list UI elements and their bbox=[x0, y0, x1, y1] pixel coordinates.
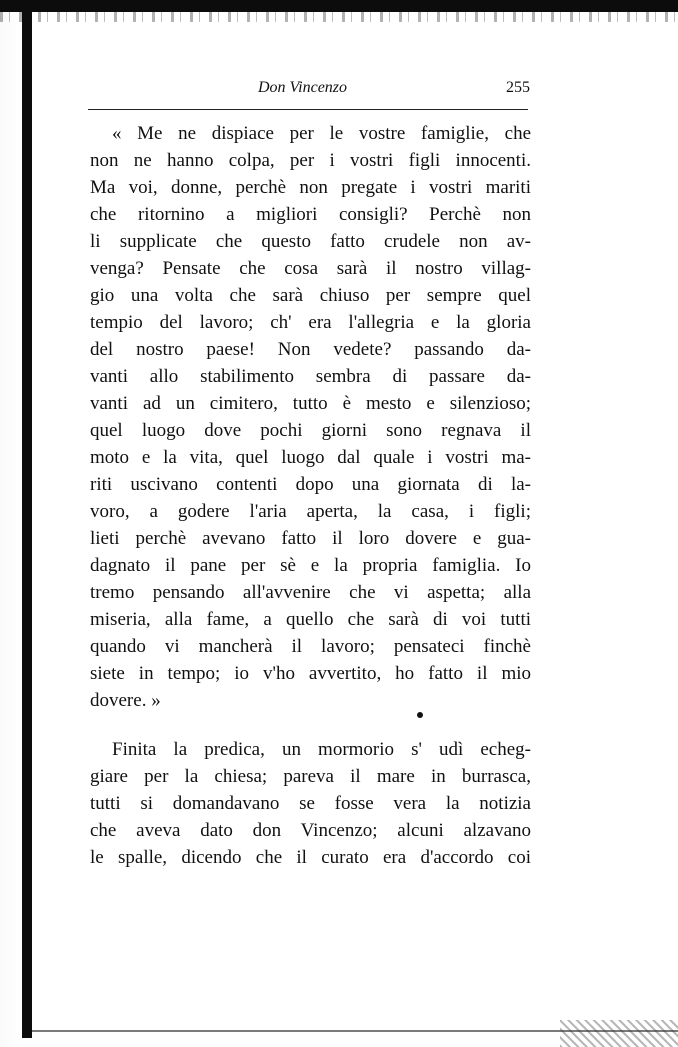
text-line: lieti perchè avevano fatto il loro dovere e gua- bbox=[90, 528, 531, 549]
text-line: quando vi mancherà il lavoro; pensateci finchè bbox=[90, 636, 531, 657]
scan-noise-bottom bbox=[560, 1020, 678, 1047]
text-line: dagnato il pane per sè e la propria famiglia. Io bbox=[90, 555, 531, 576]
text-line: giare per la chiesa; pareva il mare in burrasca, bbox=[90, 766, 531, 787]
text-line: quel luogo dove pochi giorni sono regnava il bbox=[90, 420, 531, 441]
text-line: moto e la vita, quel luogo dal quale i vostri ma- bbox=[90, 447, 531, 468]
text-line: gio una volta che sarà chiuso per sempre quel bbox=[90, 285, 531, 306]
text-line: miseria, alla fame, a quello che sarà di voi tutti bbox=[90, 609, 531, 630]
page-number: 255 bbox=[506, 79, 530, 96]
text-line: dovere. » bbox=[90, 690, 161, 711]
text-line: voro, a godere l'aria aperta, la casa, i figli; bbox=[90, 501, 531, 522]
text-line: riti uscivano contenti dopo una giornata di la- bbox=[90, 474, 531, 495]
separator-dot bbox=[417, 712, 423, 718]
running-title: Don Vincenzo bbox=[258, 79, 348, 96]
text-line: li supplicate che questo fatto crudele non av- bbox=[90, 231, 531, 252]
paragraph-narration bbox=[90, 736, 531, 871]
scan-border-top bbox=[0, 0, 678, 12]
text-line: Finita la predica, un mormorio s' udì echeg- bbox=[112, 739, 531, 760]
text-line: le spalle, dicendo che il curato era d'accordo coi bbox=[90, 847, 531, 868]
text-line: che aveva dato don Vincenzo; alcuni alzavano bbox=[90, 820, 531, 841]
text-line: siete in tempo; io v'ho avvertito, ho fatto il mio bbox=[90, 663, 531, 684]
text-line: vanti allo stabilimento sembra di passare da- bbox=[90, 366, 531, 387]
page-edge-shade bbox=[0, 0, 22, 1047]
running-head bbox=[60, 77, 530, 101]
text-line: del nostro paese! Non vedete? passando da- bbox=[90, 339, 531, 360]
header-rule bbox=[88, 109, 528, 110]
text-line: tutti si domandavano se fosse vera la notizia bbox=[90, 793, 531, 814]
text-line: tremo pensando all'avvenire che vi aspetta; alla bbox=[90, 582, 531, 603]
scan-border-left bbox=[22, 8, 32, 1038]
text-line: tempio del lavoro; ch' era l'allegria e la gloria bbox=[90, 312, 531, 333]
text-line: Ma voi, donne, perchè non pregate i vostri mariti bbox=[90, 177, 531, 198]
text-line: « Me ne dispiace per le vostre famiglie, che bbox=[112, 123, 531, 144]
text-line: che ritornino a migliori consigli? Perchè non bbox=[90, 204, 531, 225]
text-line: non ne hanno colpa, per i vostri figli innocenti. bbox=[90, 150, 531, 171]
paragraph-speech bbox=[90, 120, 531, 714]
scan-noise-top bbox=[0, 12, 678, 22]
text-line: vanti ad un cimitero, tutto è mesto e silenzioso; bbox=[90, 393, 531, 414]
text-line: venga? Pensate che cosa sarà il nostro villag- bbox=[90, 258, 531, 279]
